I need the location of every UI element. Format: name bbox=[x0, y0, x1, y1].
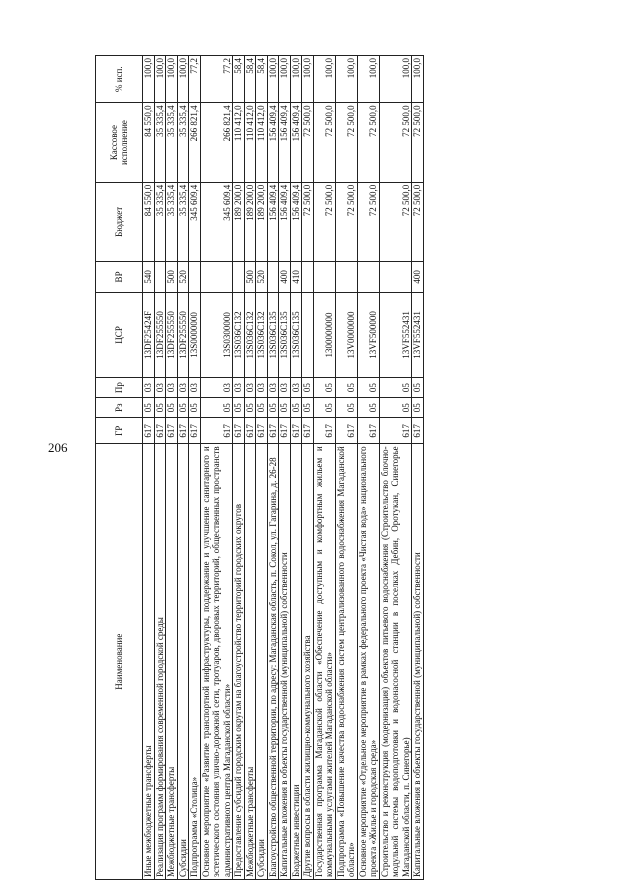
table-row bbox=[177, 56, 189, 880]
cell-rz: 05 bbox=[200, 398, 233, 418]
cell-vr: 540 bbox=[143, 262, 155, 293]
cell-cash: 72 500,0 bbox=[379, 103, 412, 182]
cell-pr: 03 bbox=[143, 378, 155, 398]
table-row bbox=[302, 56, 314, 880]
cell-pct: 100,0 bbox=[267, 56, 279, 103]
cell-cash: 84 550,0 bbox=[143, 103, 155, 182]
cell-name: Межбюджетные трансферты bbox=[166, 444, 178, 880]
cell-gr: 617 bbox=[379, 418, 412, 444]
cell-name: Предоставление субсидий городским округам на благоустройство территорий городских округов bbox=[233, 444, 245, 880]
cell-vr bbox=[200, 262, 233, 293]
cell-budget: 35 335,4 bbox=[154, 182, 166, 261]
cell-name: Основное мероприятие «Отдельное мероприятие в рамках федерального проекта «Чистая вода» национального проекта «Жилье и городская среда» bbox=[357, 444, 379, 880]
cell-name: Основное мероприятие «Развитие транспортной инфраструктуры, поддержание и улучшение санитарного и эстетического состояния улично-дорожной сети, тротуаров, дворовых территорий, общественных пространств административного центра Магаданской области» bbox=[200, 444, 233, 880]
cell-vr bbox=[313, 262, 335, 293]
cell-cash: 156 409,4 bbox=[279, 103, 291, 182]
cell-cash: 72 500,0 bbox=[412, 103, 424, 182]
cell-rz: 05 bbox=[154, 398, 166, 418]
cell-pr: 05 bbox=[313, 378, 335, 398]
cell-pct: 58,4 bbox=[256, 56, 268, 103]
cell-csr: 13S036C132 bbox=[244, 292, 256, 377]
cell-vr bbox=[267, 262, 279, 293]
cell-name: Подпрограмма «Столица» bbox=[189, 444, 201, 880]
header-vr: ВР bbox=[96, 262, 143, 293]
cell-name: Благоустройство общественной территории, по адресу: Магаданская область, п. Сокол, ул. Гагарина, д. 26-28 bbox=[267, 444, 279, 880]
cell-pct: 100,0 bbox=[357, 56, 379, 103]
cell-gr: 617 bbox=[177, 418, 189, 444]
cell-rz: 05 bbox=[189, 398, 201, 418]
header-gr: ГР bbox=[96, 418, 143, 444]
cell-csr bbox=[302, 292, 314, 377]
cell-gr: 617 bbox=[279, 418, 291, 444]
cell-cash: 72 500,0 bbox=[335, 103, 357, 182]
table-row bbox=[166, 56, 178, 880]
cell-budget: 72 500,0 bbox=[412, 182, 424, 261]
cell-cash: 110 412,0 bbox=[244, 103, 256, 182]
cell-csr: 13S036C135 bbox=[267, 292, 279, 377]
cell-pr: 03 bbox=[279, 378, 291, 398]
table-row bbox=[244, 56, 256, 880]
cell-budget: 72 500,0 bbox=[379, 182, 412, 261]
cell-budget: 35 335,4 bbox=[177, 182, 189, 261]
cell-gr: 617 bbox=[302, 418, 314, 444]
cell-cash: 110 412,0 bbox=[256, 103, 268, 182]
cell-budget: 189 200,0 bbox=[244, 182, 256, 261]
cell-vr bbox=[233, 262, 245, 293]
cell-vr: 400 bbox=[412, 262, 424, 293]
header-csr: ЦСР bbox=[96, 292, 143, 377]
cell-cash: 35 335,4 bbox=[166, 103, 178, 182]
table-row bbox=[290, 56, 302, 880]
cell-pr: 03 bbox=[290, 378, 302, 398]
cell-cash: 266 821,4 bbox=[200, 103, 233, 182]
cell-rz: 05 bbox=[244, 398, 256, 418]
rotated-table-sheet bbox=[95, 55, 620, 880]
table-row bbox=[379, 56, 412, 880]
cell-csr: 13DF255550 bbox=[166, 292, 178, 377]
cell-gr: 617 bbox=[313, 418, 335, 444]
table-row bbox=[357, 56, 379, 880]
budget-table bbox=[95, 55, 424, 880]
cell-csr: 13DF25424F bbox=[143, 292, 155, 377]
cell-budget: 84 550,0 bbox=[143, 182, 155, 261]
cell-pr: 05 bbox=[379, 378, 412, 398]
cell-gr: 617 bbox=[412, 418, 424, 444]
cell-rz: 05 bbox=[166, 398, 178, 418]
cell-gr: 617 bbox=[256, 418, 268, 444]
cell-gr: 617 bbox=[267, 418, 279, 444]
cell-pct: 100,0 bbox=[279, 56, 291, 103]
cell-csr: 13VF500000 bbox=[357, 292, 379, 377]
cell-pct: 100,0 bbox=[313, 56, 335, 103]
cell-csr: 13S0300000 bbox=[200, 292, 233, 377]
cell-gr: 617 bbox=[357, 418, 379, 444]
cell-budget: 189 200,0 bbox=[233, 182, 245, 261]
cell-rz: 05 bbox=[357, 398, 379, 418]
header-cash: Кассовое исполнение bbox=[96, 103, 143, 182]
cell-pct: 100,0 bbox=[177, 56, 189, 103]
cell-name: Межбюджетные трансферты bbox=[244, 444, 256, 880]
table-row bbox=[189, 56, 201, 880]
cell-pct: 100,0 bbox=[290, 56, 302, 103]
cell-pr: 03 bbox=[177, 378, 189, 398]
cell-pct: 100,0 bbox=[154, 56, 166, 103]
cell-gr: 617 bbox=[154, 418, 166, 444]
cell-vr: 520 bbox=[256, 262, 268, 293]
cell-csr: 13DF255550 bbox=[154, 292, 166, 377]
cell-vr bbox=[357, 262, 379, 293]
cell-rz: 05 bbox=[379, 398, 412, 418]
header-budget: Бюджет bbox=[96, 182, 143, 261]
cell-name: Субсидии bbox=[256, 444, 268, 880]
cell-cash: 72 500,0 bbox=[302, 103, 314, 182]
cell-cash: 110 412,0 bbox=[233, 103, 245, 182]
cell-pr: 03 bbox=[267, 378, 279, 398]
cell-csr: 1300000000 bbox=[313, 292, 335, 377]
cell-name: Реализация программ формирования современной городской среды bbox=[154, 444, 166, 880]
table-row bbox=[267, 56, 279, 880]
cell-csr: 13VF552431 bbox=[379, 292, 412, 377]
cell-vr: 500 bbox=[166, 262, 178, 293]
cell-budget: 72 500,0 bbox=[313, 182, 335, 261]
table-header bbox=[96, 56, 143, 880]
cell-vr: 410 bbox=[290, 262, 302, 293]
table-row bbox=[335, 56, 357, 880]
cell-csr: 13S036C135 bbox=[290, 292, 302, 377]
header-rz: Рз bbox=[96, 398, 143, 418]
header-pr: Пр bbox=[96, 378, 143, 398]
cell-budget: 156 409,4 bbox=[290, 182, 302, 261]
cell-name: Капитальные вложения в объекты государственной (муниципальной) собственности bbox=[279, 444, 291, 880]
cell-rz: 05 bbox=[267, 398, 279, 418]
cell-cash: 35 335,4 bbox=[177, 103, 189, 182]
cell-gr: 617 bbox=[166, 418, 178, 444]
cell-pct: 100,0 bbox=[166, 56, 178, 103]
cell-pr: 03 bbox=[244, 378, 256, 398]
cell-pct: 100,0 bbox=[143, 56, 155, 103]
cell-csr: 13S036C135 bbox=[279, 292, 291, 377]
cell-vr: 520 bbox=[177, 262, 189, 293]
cell-rz: 05 bbox=[256, 398, 268, 418]
cell-cash: 72 500,0 bbox=[357, 103, 379, 182]
cell-pr: 03 bbox=[200, 378, 233, 398]
cell-csr: 13S036C132 bbox=[256, 292, 268, 377]
cell-name: Бюджетные инвестиции bbox=[290, 444, 302, 880]
cell-cash: 72 500,0 bbox=[313, 103, 335, 182]
cell-name: Иные межбюджетные трансферты bbox=[143, 444, 155, 880]
cell-gr: 617 bbox=[189, 418, 201, 444]
cell-pr: 05 bbox=[335, 378, 357, 398]
cell-budget: 156 409,4 bbox=[267, 182, 279, 261]
cell-name: Капитальные вложения в объекты государственной (муниципальной) собственности bbox=[412, 444, 424, 880]
cell-vr: 500 bbox=[244, 262, 256, 293]
cell-pct: 77,2 bbox=[189, 56, 201, 103]
cell-pr: 03 bbox=[189, 378, 201, 398]
cell-pr: 03 bbox=[233, 378, 245, 398]
header-pct: % исп. bbox=[96, 56, 143, 103]
cell-budget: 345 609,4 bbox=[200, 182, 233, 261]
cell-pr: 05 bbox=[302, 378, 314, 398]
cell-rz: 05 bbox=[302, 398, 314, 418]
cell-pr: 03 bbox=[166, 378, 178, 398]
table-row bbox=[233, 56, 245, 880]
cell-pr: 05 bbox=[357, 378, 379, 398]
cell-budget: 35 335,4 bbox=[166, 182, 178, 261]
cell-budget: 72 500,0 bbox=[302, 182, 314, 261]
cell-pct: 100,0 bbox=[335, 56, 357, 103]
cell-rz: 05 bbox=[412, 398, 424, 418]
cell-name: Подпрограмма «Повышение качества водоснабжения систем централизованного водоснабжения Магаданской области» bbox=[335, 444, 357, 880]
cell-rz: 05 bbox=[143, 398, 155, 418]
cell-csr: 13V0000000 bbox=[335, 292, 357, 377]
cell-csr: 13S0000000 bbox=[189, 292, 201, 377]
cell-gr: 617 bbox=[143, 418, 155, 444]
cell-pr: 03 bbox=[154, 378, 166, 398]
table-row bbox=[256, 56, 268, 880]
cell-rz: 05 bbox=[290, 398, 302, 418]
cell-pct: 77,2 bbox=[200, 56, 233, 103]
cell-budget: 189 200,0 bbox=[256, 182, 268, 261]
cell-rz: 05 bbox=[177, 398, 189, 418]
cell-pct: 100,0 bbox=[412, 56, 424, 103]
cell-rz: 05 bbox=[279, 398, 291, 418]
table-row bbox=[279, 56, 291, 880]
cell-gr: 617 bbox=[233, 418, 245, 444]
cell-pr: 05 bbox=[412, 378, 424, 398]
cell-vr bbox=[189, 262, 201, 293]
cell-name: Государственная программа Магаданской области «Обеспечение доступным и комфортным жильем и коммунальными услугами жителей Магаданской области» bbox=[313, 444, 335, 880]
cell-vr bbox=[302, 262, 314, 293]
cell-csr: 13DF255550 bbox=[177, 292, 189, 377]
table-row bbox=[412, 56, 424, 880]
cell-gr: 617 bbox=[200, 418, 233, 444]
cell-vr bbox=[335, 262, 357, 293]
cell-rz: 05 bbox=[313, 398, 335, 418]
table-row bbox=[143, 56, 155, 880]
cell-name: Субсидии bbox=[177, 444, 189, 880]
cell-cash: 35 335,4 bbox=[154, 103, 166, 182]
cell-vr bbox=[379, 262, 412, 293]
cell-pct: 58,4 bbox=[233, 56, 245, 103]
cell-pr: 03 bbox=[256, 378, 268, 398]
cell-pct: 100,0 bbox=[379, 56, 412, 103]
cell-pct: 100,0 bbox=[302, 56, 314, 103]
cell-cash: 156 409,4 bbox=[267, 103, 279, 182]
cell-cash: 156 409,4 bbox=[290, 103, 302, 182]
cell-gr: 617 bbox=[244, 418, 256, 444]
cell-vr bbox=[154, 262, 166, 293]
cell-budget: 72 500,0 bbox=[357, 182, 379, 261]
table-row bbox=[313, 56, 335, 880]
cell-budget: 345 609,4 bbox=[189, 182, 201, 261]
cell-rz: 05 bbox=[335, 398, 357, 418]
cell-csr: 13VF552431 bbox=[412, 292, 424, 377]
cell-name: Другие вопросы в области жилищно-коммунального хозяйства bbox=[302, 444, 314, 880]
cell-name: Строительство и реконструкция (модернизация) объектов питьевого водоснабжения (Строительство блочно-модульной системы водоподготовки и водонасосной станции в поселках Дебин, Оротукан, Синегорье Магаданской области, п. Синегорье) bbox=[379, 444, 412, 880]
cell-budget: 72 500,0 bbox=[335, 182, 357, 261]
cell-pct: 58,4 bbox=[244, 56, 256, 103]
cell-rz: 05 bbox=[233, 398, 245, 418]
cell-cash: 266 821,4 bbox=[189, 103, 201, 182]
page-number: 206 bbox=[48, 440, 68, 455]
cell-vr: 400 bbox=[279, 262, 291, 293]
cell-budget: 156 409,4 bbox=[279, 182, 291, 261]
cell-gr: 617 bbox=[290, 418, 302, 444]
header-name: Наименование bbox=[96, 444, 143, 880]
table-row bbox=[200, 56, 233, 880]
table-row bbox=[154, 56, 166, 880]
cell-csr: 13S036C132 bbox=[233, 292, 245, 377]
cell-gr: 617 bbox=[335, 418, 357, 444]
